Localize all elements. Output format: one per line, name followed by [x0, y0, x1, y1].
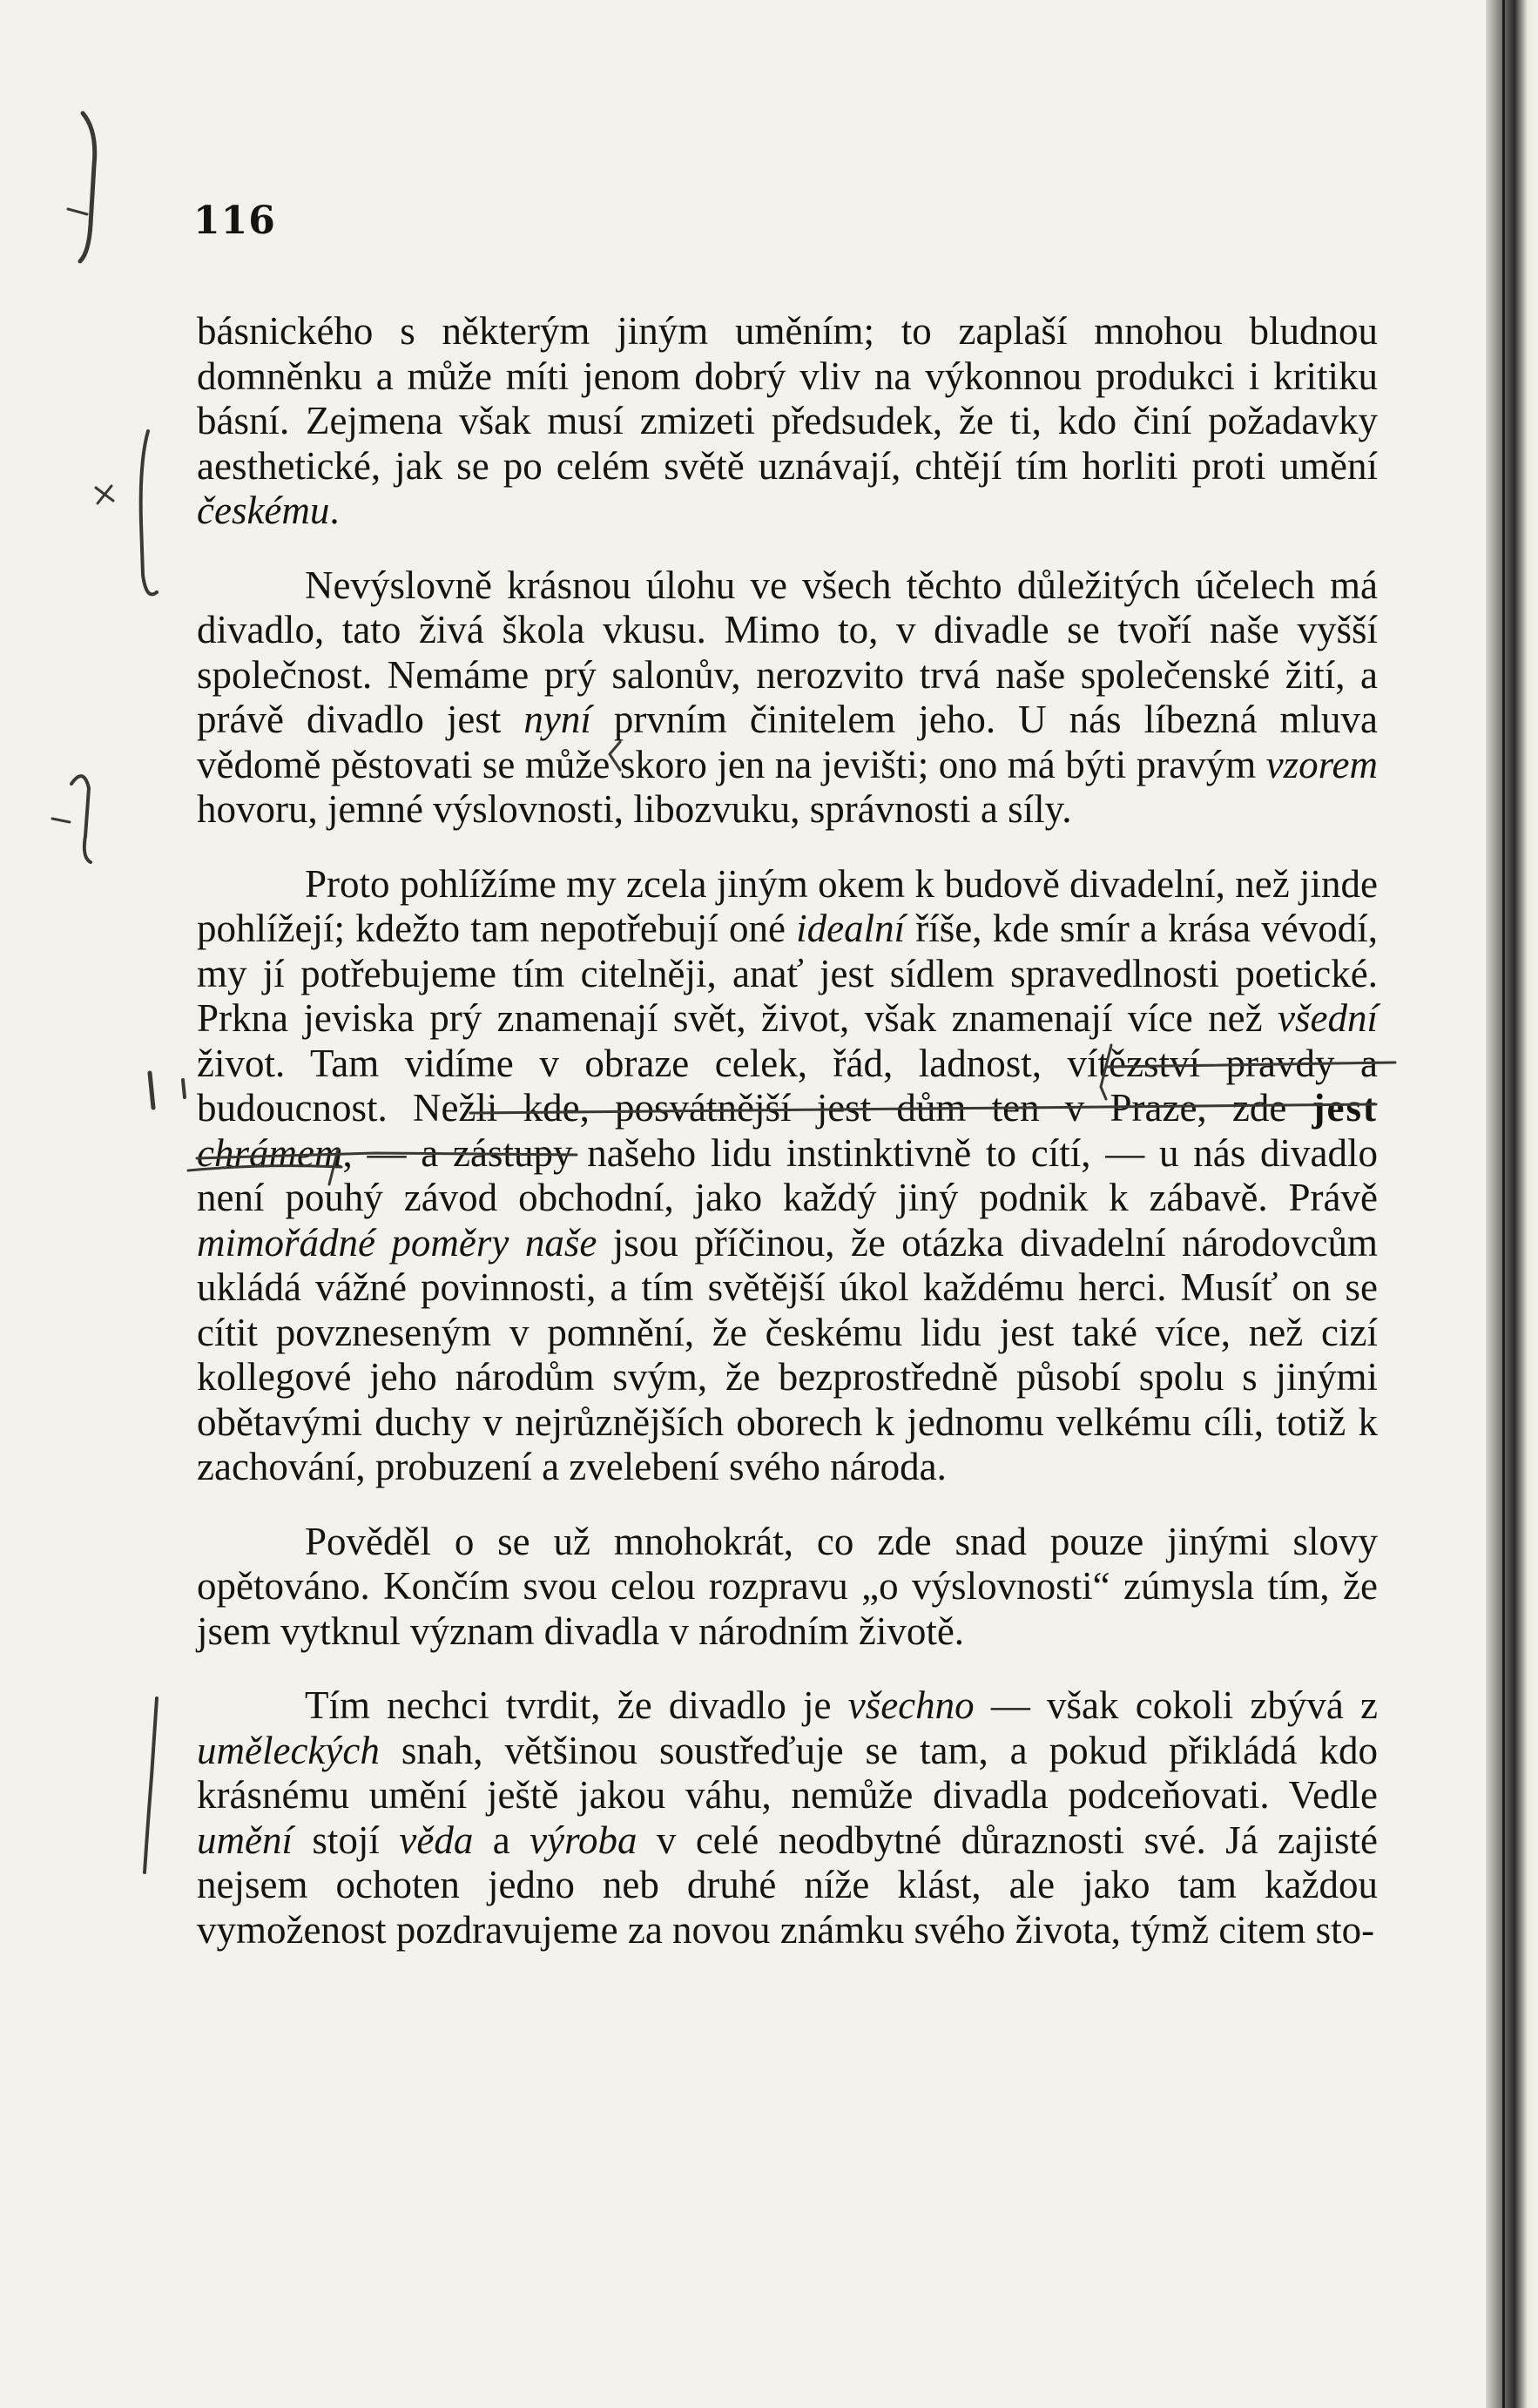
emphasis-text: uměleckých: [197, 1728, 380, 1772]
paragraph-text: Pověděl o se už mnohokrát, co zde snad pouze jinými slovy opětováno. Končím svou celou rozpravu „o výslovnosti“ zúmysla tím, že jsem vytknul význam divadla v národním životě.: [197, 1519, 1378, 1653]
paragraph-text: život. Tam vidíme v obraze celek, řád, ladnost, vítězství pravdy a budoucnost. Nežli kde, posvátnější jest dům ten v Praze, zde: [197, 1041, 1378, 1130]
emphasis-text: chrámem: [197, 1130, 343, 1175]
paragraph-text: v celé neodbytné důraznosti své. Já zajisté nejsem ochoten jedno neb druhé níže klást, ale jako tam každou vymoženost pozdravujeme za novou známku svého života, týmž citem sto-: [197, 1818, 1378, 1952]
emphasis-text: všední: [1278, 996, 1378, 1040]
emphasis-text: umění: [197, 1818, 293, 1862]
paragraph-text: jsou příčinou, že otázka divadelní národovcům ukládá vážné povinnosti, a tím světější úkol každému herci. Musíť on se cítit povzneseným v pomnění, že českému lidu jest také více, než cizí kollegové jeho národům svým, že bezprostředně působí spolu s jinými obětavými duchy v nejrůznějších oborech k jednomu velkému cíli, totiž k zachování, probuzení a zvelebení svého národa.: [197, 1220, 1378, 1488]
margin-bracket-top: [80, 113, 95, 261]
paragraph-text: a: [473, 1818, 530, 1862]
scan-edge-shadow: [1486, 0, 1538, 2408]
margin-bar-para4: [145, 1698, 157, 1872]
emphasis-text: nyní: [523, 698, 591, 741]
margin-scribble-para2: [71, 776, 91, 862]
paragraph: [197, 1520, 1378, 1655]
paragraph: [197, 563, 1378, 833]
emphasis-text: věda: [399, 1818, 474, 1862]
paragraph: [197, 309, 1378, 534]
paragraph-text: Proto pohlížíme my zcela jiným okem k budově divadelní, než jinde pohlížejí; kdežto tam nepotřebují oné: [197, 861, 1378, 950]
margin-tick-para3: [150, 1073, 153, 1108]
paragraph-text: prvním činitelem jeho. U nás líbezná mluva vědomě pěstovati se může skoro jen na jevišti; ono má býti pravým: [197, 698, 1378, 786]
emphasis-text: mimořádné poměry naše: [197, 1220, 597, 1265]
paragraph-text: — však cokoli zbývá z: [974, 1683, 1378, 1727]
scan-edge-line: [1502, 0, 1505, 2408]
emphasis-text: českému: [197, 489, 330, 532]
paragraph-text: , — a zástupy našeho lidu instinktivně to cítí, — u nás divadlo není pouhý závod obchodní, jako každý jiný podnik k zábavě. Právě: [197, 1130, 1378, 1219]
emphasis-text: všechno: [847, 1683, 975, 1727]
paragraph: [197, 1683, 1378, 1953]
paragraph-text: říše, kde smír a krása vévodí, my jí potřebujeme tím citelněji, anať jest sídlem spravedlnosti poetické. Prkna jeviska prý znamenají svět, život, však znamenají více než: [197, 907, 1378, 1040]
body-text: [197, 309, 1378, 1953]
paragraph-text: .: [329, 489, 340, 532]
paragraph-text: Nevýslovně krásnou úlohu ve všech těchto důležitých účelech má divadlo, tato živá škola vkusu. Mimo to, v divadle se tvoří naše vyšší společnost. Nemáme prý salonův, nerozvito trvá naše společenské žití, a právě divadlo jest: [197, 563, 1378, 741]
emphasis-text: idealní: [796, 907, 906, 950]
paragraph-text: hovoru, jemné výslovnosti, libozvuku, správnosti a síly.: [197, 787, 1072, 831]
emphasis-text: vzorem: [1265, 742, 1378, 786]
margin-bracket-para1: [141, 431, 157, 595]
margin-tick-para3b: [183, 1080, 185, 1097]
margin-cross: [96, 486, 113, 503]
margin-stroke-top: [68, 209, 87, 214]
paragraph-text: snah, většinou soustřeďuje se tam, a pokud přikládá kdo krásnému umění ještě jakou váhu, nemůže divadla podceňovati. Vedle: [197, 1728, 1378, 1817]
paragraph-text: stojí: [292, 1818, 400, 1862]
spaced-text: jest: [1312, 1086, 1378, 1130]
emphasis-text: výroba: [530, 1818, 637, 1862]
page-number: 116: [193, 199, 276, 243]
paragraph: [197, 862, 1378, 1490]
paragraph-text: Tím nechci tvrdit, že divadlo je: [305, 1683, 848, 1727]
margin-scribble-para2b: [52, 819, 70, 822]
paragraph-text: básnického s některým jiným uměním; to zaplaší mnohou bludnou domněnku a může míti jenom dobrý vliv na výkonnou produkci i kritiku básní. Zejmena však musí zmizeti předsudek, že ti, kdo činí požadavky aesthetické, jak se po celém světě uznávají, chtějí tím horliti proti umění: [197, 309, 1378, 488]
